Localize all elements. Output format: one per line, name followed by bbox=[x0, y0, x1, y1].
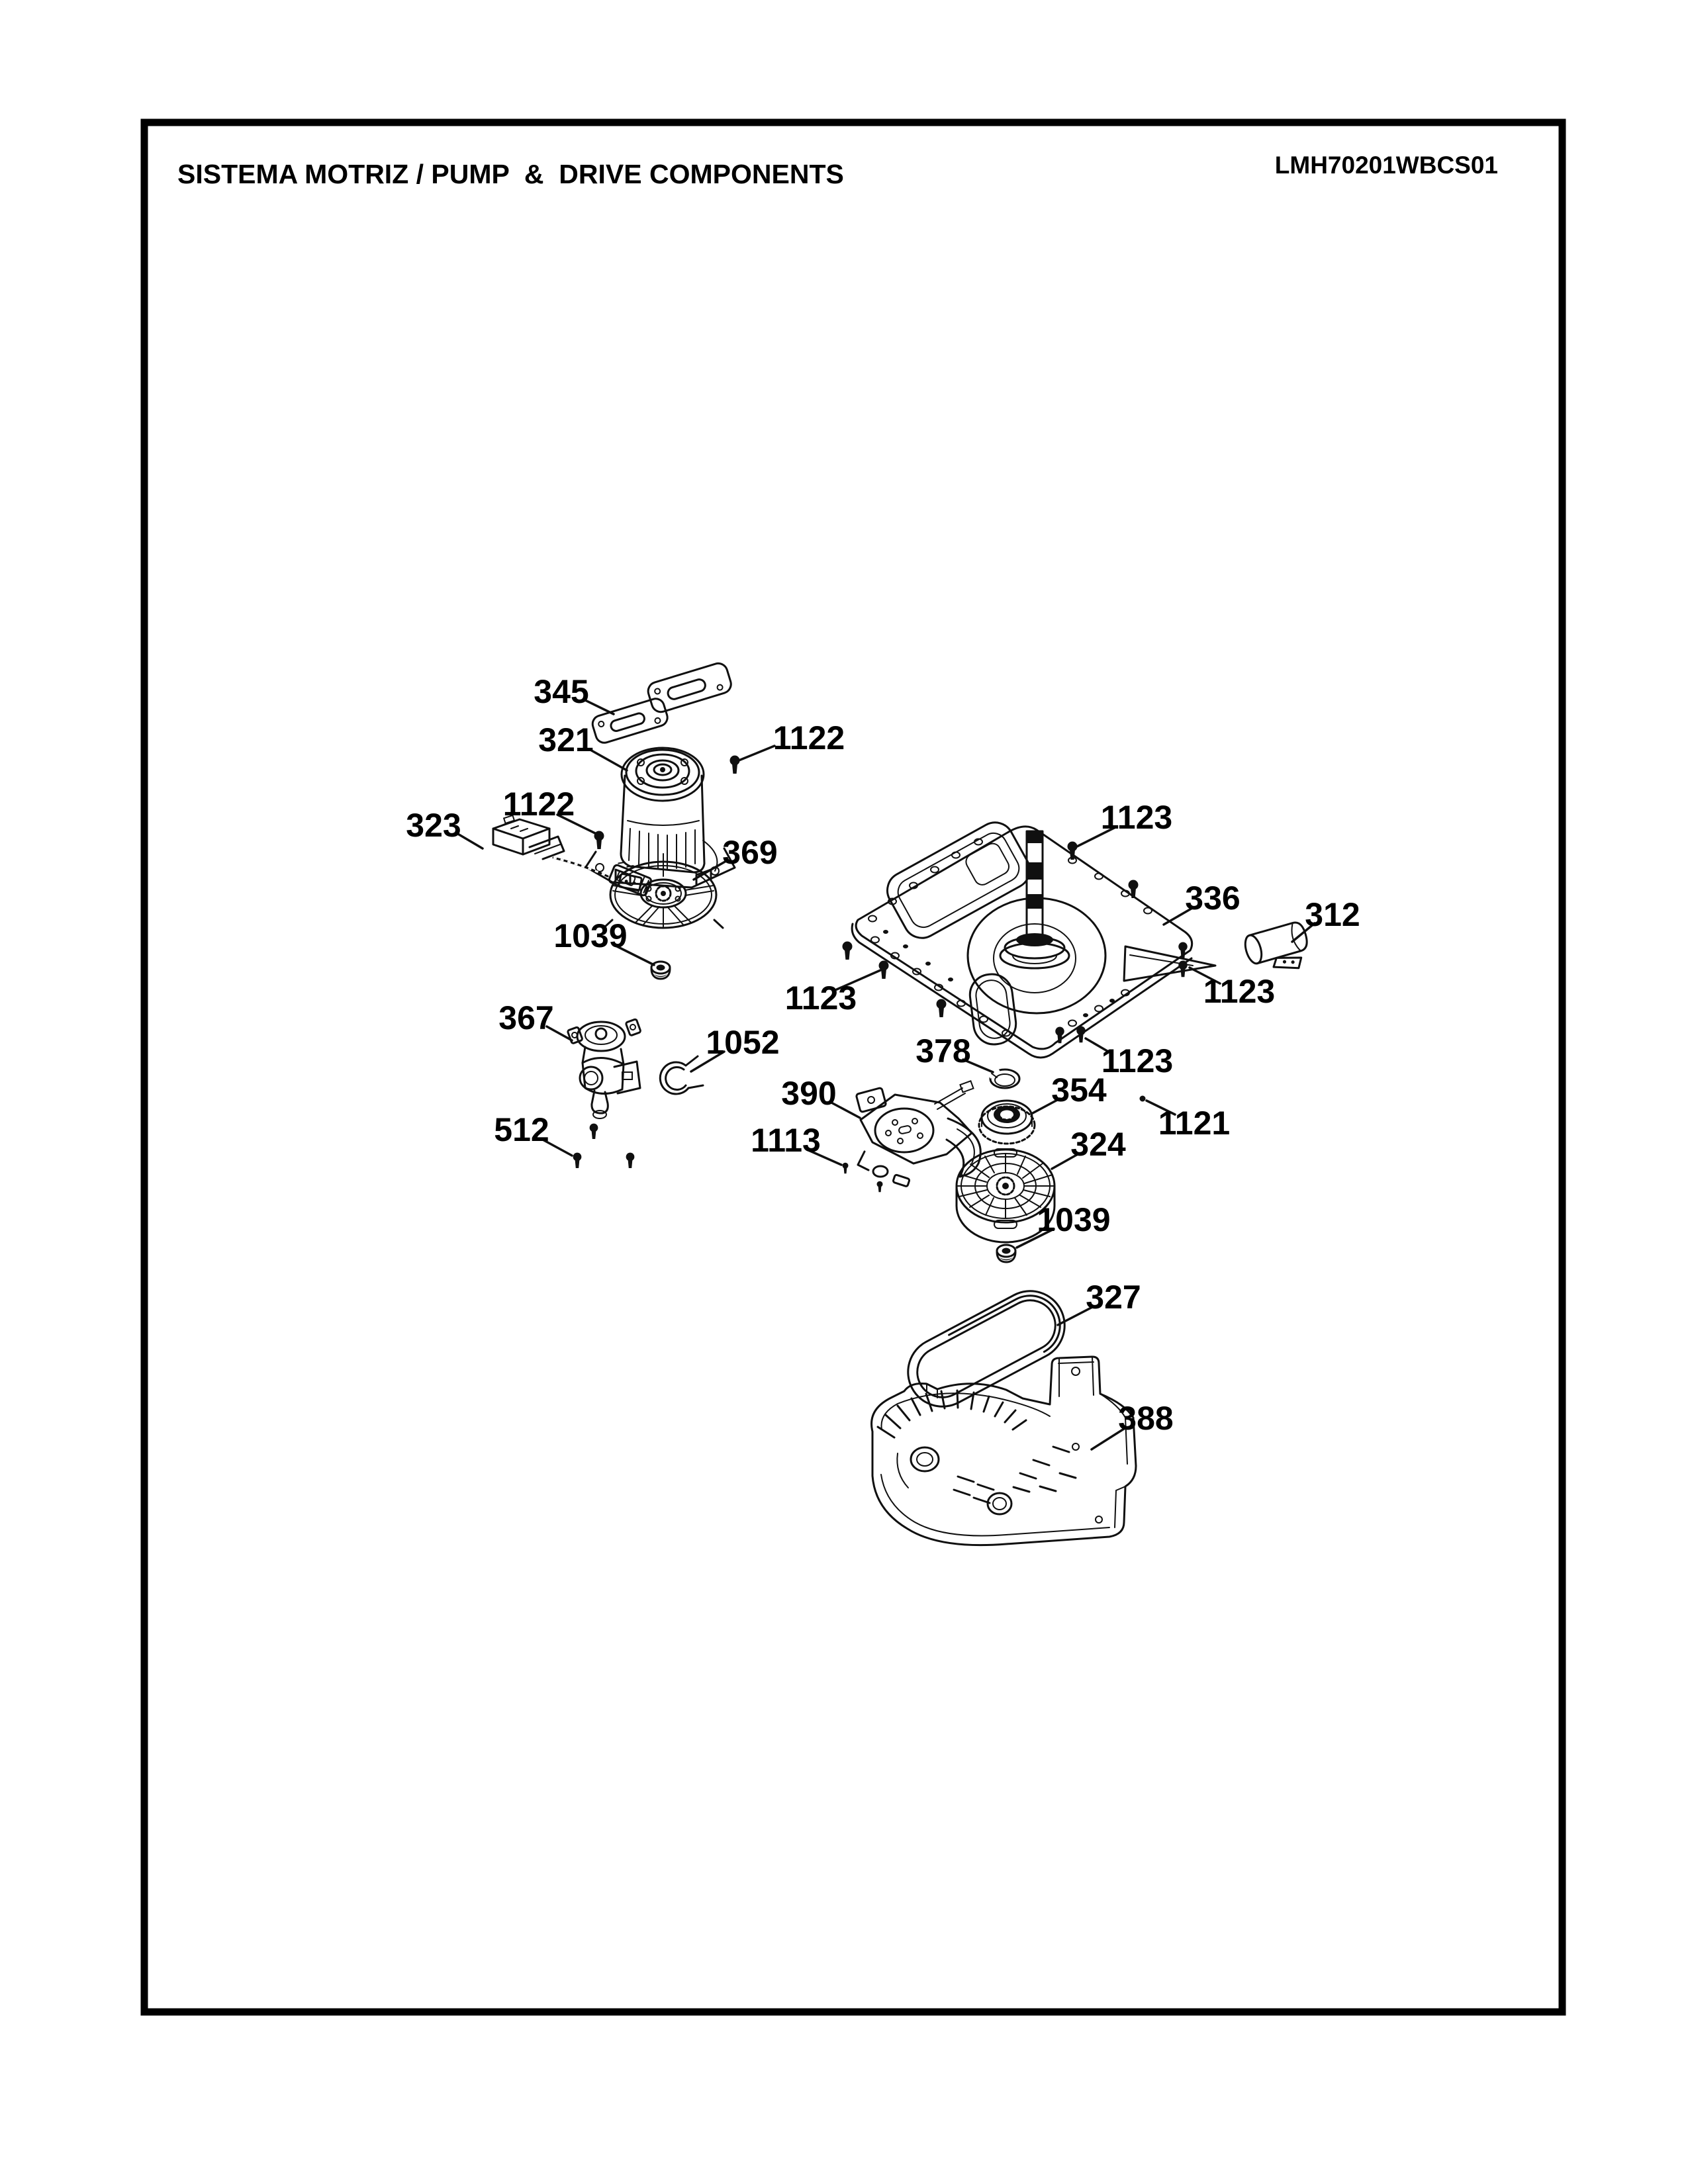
part-number-callout: 324 bbox=[1070, 1126, 1126, 1163]
part-number-callout: 345 bbox=[534, 673, 589, 710]
part-number-callout: 1122 bbox=[773, 719, 845, 756]
callout-layer bbox=[406, 673, 1360, 1449]
screw-icon bbox=[626, 1153, 635, 1168]
part-number-callout: 367 bbox=[498, 999, 554, 1036]
callout-leader-line bbox=[589, 749, 627, 770]
clutch-gear-354 bbox=[979, 1101, 1035, 1144]
screw-icon bbox=[730, 756, 740, 774]
bottom-cover-388 bbox=[872, 1357, 1136, 1545]
part-number-callout: 323 bbox=[406, 807, 461, 844]
part-number-callout: 354 bbox=[1051, 1071, 1107, 1109]
screw-icon bbox=[1076, 1026, 1086, 1043]
screw-icon bbox=[1129, 880, 1139, 899]
part-number-callout: 312 bbox=[1305, 896, 1360, 933]
exploded-view-art bbox=[493, 661, 1314, 1545]
part-number-callout: 1123 bbox=[784, 979, 857, 1017]
part-number-callout: 388 bbox=[1118, 1400, 1174, 1437]
part-number-callout: 1039 bbox=[553, 917, 628, 954]
part-number-callout: 327 bbox=[1086, 1279, 1141, 1316]
screw-icon bbox=[937, 999, 947, 1018]
drain-pump-367 bbox=[567, 1019, 641, 1118]
page-border-frame bbox=[144, 122, 1562, 2012]
capacitor-312 bbox=[1243, 921, 1314, 981]
part-number-callout: 1121 bbox=[1158, 1105, 1231, 1142]
part-number-callout: 321 bbox=[538, 721, 594, 758]
hose-clamp-1052 bbox=[660, 1056, 703, 1094]
part-number-callout: 1123 bbox=[1203, 973, 1276, 1010]
screw-icon bbox=[877, 1181, 883, 1193]
retaining-ring-378 bbox=[986, 1066, 1019, 1088]
transmission-platform-336 bbox=[852, 816, 1215, 1058]
part-number-callout: 512 bbox=[494, 1111, 549, 1148]
screw-1121-dot bbox=[1140, 1096, 1146, 1102]
cap-nut-1039-lower bbox=[997, 1245, 1015, 1262]
motor-mount-plate-345-left bbox=[590, 697, 669, 745]
part-number-callout: 1122 bbox=[502, 786, 575, 823]
screw-icon bbox=[843, 1163, 849, 1174]
callout-leader-line bbox=[739, 746, 774, 760]
screw-icon bbox=[1055, 1027, 1064, 1044]
part-number-callout: 1123 bbox=[1101, 1042, 1174, 1079]
part-number-callout: 1039 bbox=[1037, 1201, 1111, 1238]
screw-icon bbox=[1178, 961, 1188, 978]
part-number-callout: 390 bbox=[781, 1075, 837, 1112]
part-number-callout: 369 bbox=[722, 834, 778, 871]
screw-icon bbox=[843, 942, 853, 960]
part-number-callout: 336 bbox=[1185, 880, 1241, 917]
screw-icon bbox=[1178, 942, 1188, 959]
part-number-callout: 1113 bbox=[751, 1122, 821, 1159]
motor-mount-plate-345-right bbox=[646, 661, 733, 714]
page-title: SISTEMA MOTRIZ / PUMP & DRIVE COMPONENTS bbox=[177, 159, 844, 189]
screw-icon bbox=[590, 1124, 598, 1139]
model-number: LMH70201WBCS01 bbox=[1274, 152, 1498, 179]
part-number-callout: 1123 bbox=[1100, 799, 1173, 836]
part-number-callout: 378 bbox=[915, 1032, 971, 1069]
part-number-callout: 1052 bbox=[706, 1024, 780, 1061]
screw-icon bbox=[573, 1153, 582, 1168]
